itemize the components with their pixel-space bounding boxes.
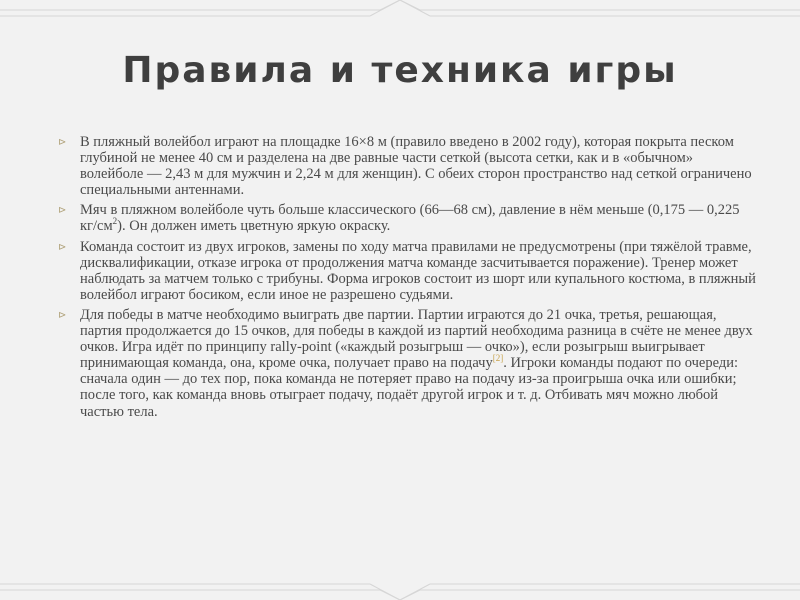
bottom-left-arrow [380, 590, 400, 600]
bullet-paragraph-1 [58, 134, 758, 198]
bullet-icon: ⊳ [58, 137, 67, 148]
bullet-paragraph-4 [58, 307, 758, 420]
paragraph-text-after: . Игроки команды подают по очереди: сначала один — до тех пор, пока команда не потеряет право на подачу из-за проигрыша очка или ошибки; после того, как команда вновь отыграет подачу, подаёт другой игрок и т. д. Отбивать мяч можно любой частью тела. [80, 355, 739, 420]
footnote-link[interactable]: [2] [492, 353, 504, 364]
bottom-right-arrow [400, 590, 420, 600]
top-left-arrow-1 [380, 0, 400, 10]
top-right-arrow-1 [400, 0, 420, 10]
paragraph-text: Команда состоит из двух игроков, замены по ходу матча правилами не предусмотрены (при тяжёлой травме, дисквалификации, отказе игрока от продолжения матча команде засчитывается поражение). Тренер может наблюдать за матчем только с трибуны. Форма игроков состоит из шорт или купального костюма, в пляжный волейбол играют босиком, если иное не разрешено судьями. [80, 238, 756, 303]
bullet-paragraph-2 [58, 202, 758, 234]
bullet-list [58, 134, 758, 424]
left-arrow-chevron [370, 0, 430, 16]
bullet-icon: ⊳ [58, 205, 67, 217]
superscript-2: 2 [112, 216, 118, 227]
bullet-icon: ⊳ [58, 309, 67, 321]
slide-title: Правила и техника игры [122, 50, 678, 91]
bottom-chevron [370, 584, 430, 600]
bullet-paragraph-3 [58, 239, 758, 303]
paragraph-text-before: Для победы в матче необходимо выиграть две партии. Партии играются до 21 очка, третья, решающая, партия продолжается до 15 очков, для победы в каждой из партий необходима разница в счёте не менее двух очков. Игра идёт по принципу rally-point («каждый розыгрыш — очко»), если розыгрыш выигрывает принимающая команда, она, кроме очка, получает право на подачу [80, 306, 753, 372]
paragraph-text-before: Мяч в пляжном волейболе чуть больше классического (66—68 см), давление в нём меньше (0,175 — 0,225 кг/см [80, 202, 740, 235]
bullet-icon: ⊳ [58, 241, 67, 253]
paragraph-text-after: ). Он должен иметь цветную яркую окраску. [117, 218, 391, 235]
paragraph-text: В пляжный волейбол играют на площадке 16×8 м (правило введено в 2002 году), которая покрыта песком глубиной не менее 40 см и разделена на две равные части сеткой (высота сетки, как и в «обычном» волейболе — 2,43 м для мужчин и 2,24 м для женщин). С обеих сторон пространство над сеткой ограничено специальными антеннами. [80, 134, 752, 199]
